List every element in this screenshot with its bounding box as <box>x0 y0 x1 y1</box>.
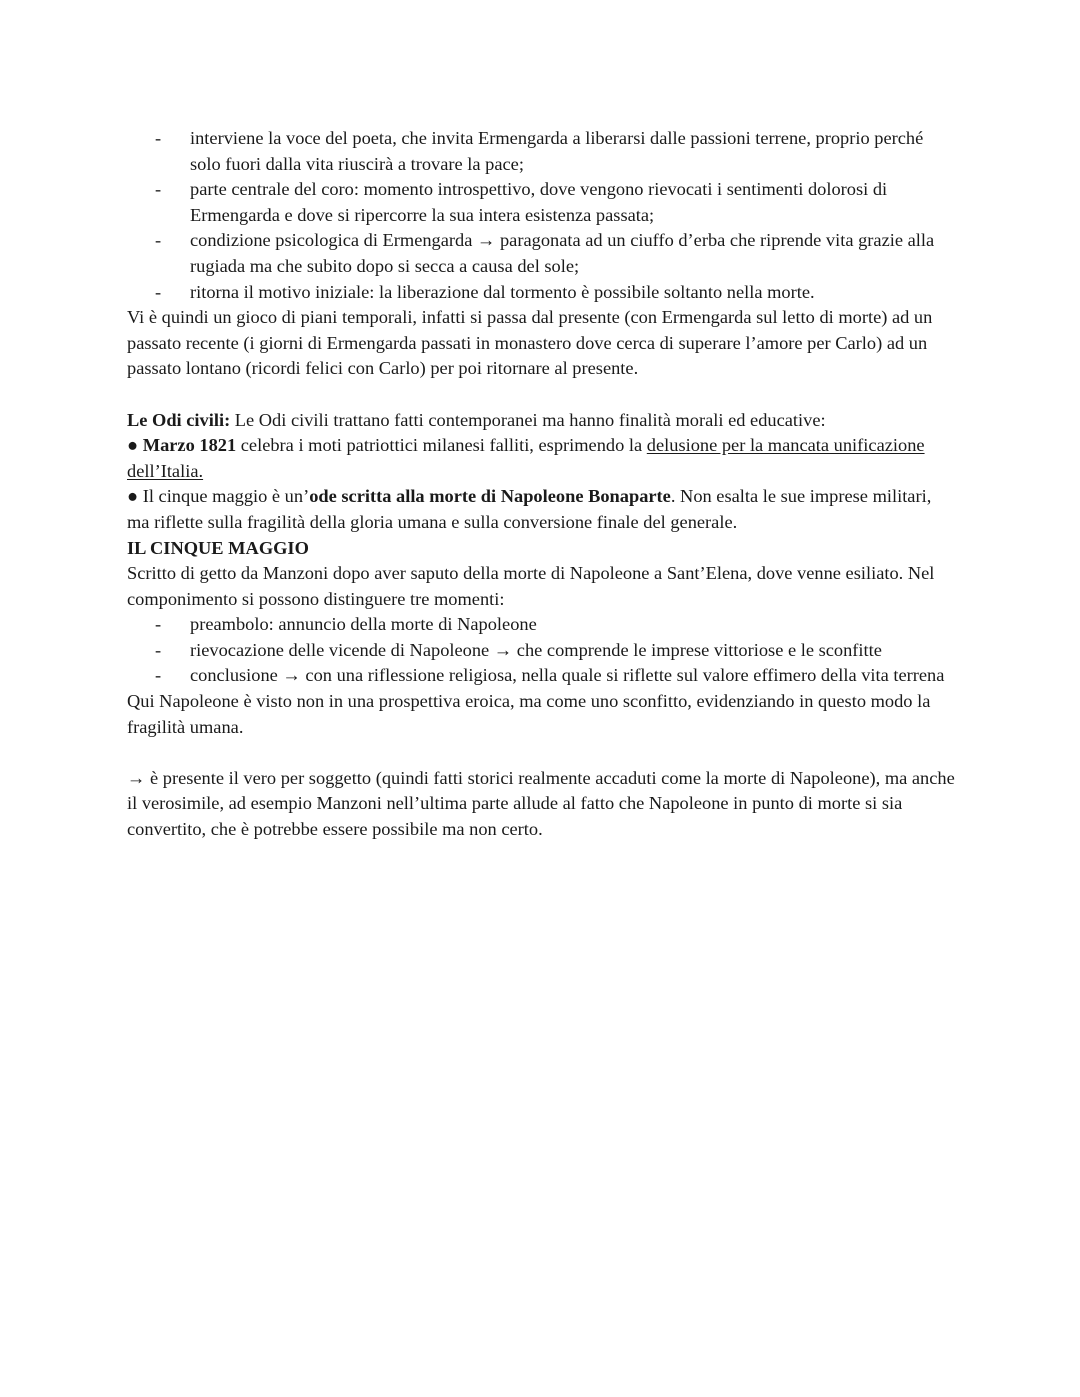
underlined-delusione: delusione per la mancata unificazione dell’Italia. <box>127 435 925 481</box>
odi-civili-label: Le Odi civili: <box>127 409 231 430</box>
odi-civili-paragraph <box>127 408 957 434</box>
bullet-marzo-1821 <box>127 433 957 484</box>
list-item: - parte centrale del coro: momento introspettivo, dove vengono rievocati i sentimenti dolorosi di Ermengarda e dove si ripercorre la sua intera esistenza passata; <box>127 177 957 228</box>
spacer <box>127 740 957 766</box>
cinque-maggio-intro-paragraph: Scritto di getto da Manzoni dopo aver saputo della morte di Napoleone a Sant’Elena, dove venne esiliato. Nel componimento si possono distinguere tre momenti: <box>127 563 935 609</box>
list-item: - preambolo: annuncio della morte di Napoleone <box>127 612 957 638</box>
section-heading: IL CINQUE MAGGIO <box>127 537 309 558</box>
cinque-maggio-text: . Non esalta le sue imprese militari, ma riflette sulla fragilità della gloria umana e sulla conversione finale del generale. <box>127 486 932 532</box>
list-item: - interviene la voce del poeta, che invita Ermengarda a liberarsi dalle passioni terrene, proprio perché solo fuori dalla vita riuscirà a trovare la pace; <box>127 126 957 177</box>
odi-civili-text: Le Odi civili trattano fatti contemporanei ma hanno finalità morali ed educative: <box>230 409 826 430</box>
list-item: - conclusione → con una riflessione religiosa, nella quale si riflette sul valore effimero della vita terrena <box>127 663 957 689</box>
marzo-1821-title: ● Marzo 1821 <box>127 435 237 456</box>
cinque-maggio-intro: ● Il cinque maggio è un’ <box>127 486 310 507</box>
cinque-maggio-bold: ode scritta alla morte di Napoleone Bonaparte <box>309 486 671 507</box>
marzo-1821-text: celebra i moti patriottici milanesi falliti, esprimendo la <box>236 435 647 456</box>
three-moments-list <box>127 612 957 689</box>
document-page <box>127 126 957 843</box>
vero-verosimile-paragraph: → è presente il vero per soggetto (quindi fatti storici realmente accaduti come la morte di Napoleone), ma anche il verosimile, ad esempio Manzoni nell’ultima parte allude al fatto che Napoleone in punto di morte si sia convertito, che è potrebbe essere possibile ma non certo. <box>127 767 955 840</box>
list-item: - rievocazione delle vicende di Napoleone → che comprende le imprese vittoriose e le sconfitte <box>127 638 957 664</box>
bullet-cinque-maggio <box>127 484 957 535</box>
napoleone-outro-paragraph: Qui Napoleone è visto non in una prospettiva eroica, ma come uno sconfitto, evidenziando in questo modo la fragilità umana. <box>127 691 931 737</box>
temporal-planes-paragraph: Vi è quindi un gioco di piani temporali, infatti si passa dal presente (con Ermengarda sul letto di morte) ad un passato recente (i giorni di Ermengarda passati in monastero dove cerca di superare l’amore per Carlo) ad un passato lontano (ricordi felici con Carlo) per poi ritornare al presente. <box>127 307 933 379</box>
spacer <box>127 382 957 408</box>
list-item: - condizione psicologica di Ermengarda → paragonata ad un ciuffo d’erba che riprende vita grazie alla rugiada ma che subito dopo si secca a causa del sole; <box>127 228 957 279</box>
coro-points-list <box>127 126 957 305</box>
list-item: - ritorna il motivo iniziale: la liberazione dal tormento è possibile soltanto nella morte. <box>127 280 957 306</box>
